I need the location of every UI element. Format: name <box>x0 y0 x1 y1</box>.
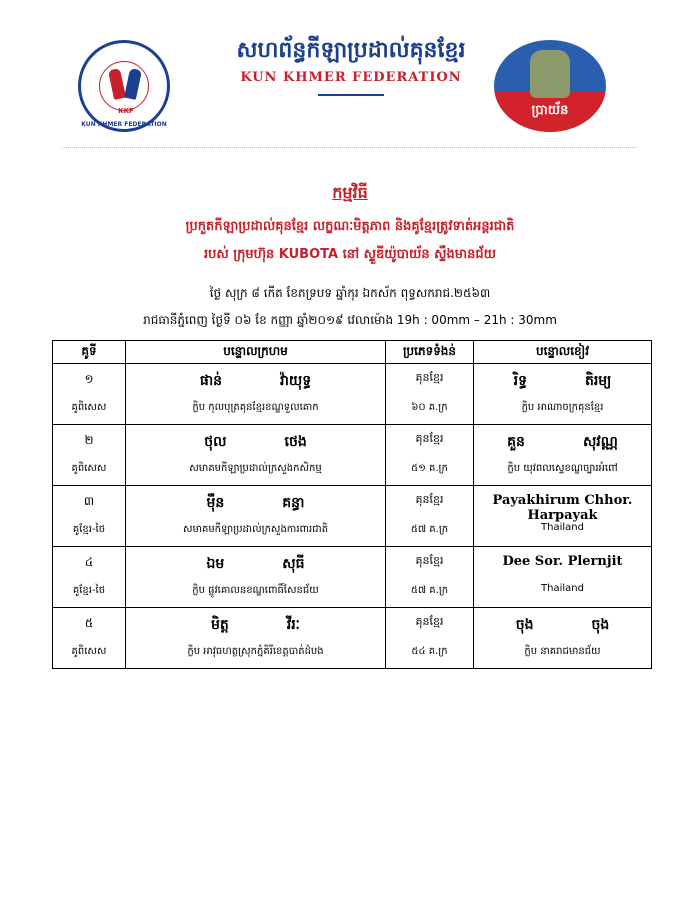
org-name-khmer: សហព័ន្ធកីឡាប្រដាល់គុនខ្មែរ <box>236 37 466 63</box>
bayon-face-icon <box>530 50 570 98</box>
weight-class: ៥៧ គ.ក្រ <box>410 585 449 596</box>
venue-date-time: រាជធានីភ្នំពេញ ថ្ងៃទី ០៦ ខែ កញ្ញា ឆ្នាំ២០១៩ វេលាម៉ោង 19h : 00mm – 21h : 30mm <box>143 313 557 327</box>
bout-number: ៥ <box>84 616 94 630</box>
table-row <box>53 608 652 669</box>
bout-type: គូពិសេស <box>71 402 107 413</box>
header-weight-class: ប្រភេទទំងន់ <box>386 341 474 364</box>
fight-style: គុនខ្មែរ <box>415 432 444 445</box>
red-club: សមាគមកីឡាប្រដាល់ក្រសួងកសិកម្ម <box>189 463 322 474</box>
red-first-name: មិត្ត <box>211 617 229 633</box>
red-club: សមាគមកីឡាប្រដាល់ក្រសួងការពារជាតិ <box>182 524 329 535</box>
logo-ring-text: KUN KHMER FEDERATION <box>81 121 167 128</box>
header-red-corner: បន្ទោលក្រហម <box>126 341 386 364</box>
fight-style: គុនខ្មែរ <box>415 493 444 506</box>
bout-number: ២ <box>84 433 94 447</box>
lunar-date: ថ្ងៃ សុក្រ ៨ កើត ខែភទ្របទ ឆ្នាំកុរ ឯកស័ក ពុទ្ធសករាជ.២៥៦៣ <box>209 286 491 300</box>
logo-abbr: KKF <box>118 107 134 115</box>
table-row <box>53 547 652 608</box>
weight-class: ៦០ គ.ក្រ <box>411 402 448 413</box>
red-first-name: ផាន់ <box>199 373 223 389</box>
bout-type: គូពិសេស <box>71 463 107 474</box>
blue-country: Thailand <box>541 522 584 533</box>
red-club: ក្លិប កុលបុត្រគុនខ្មែរខណ្ឌទួលគោក <box>192 402 319 413</box>
table-row <box>53 364 652 425</box>
bayon-logo <box>494 40 606 132</box>
weight-class: ៥៤ គ.ក្រ <box>411 646 448 657</box>
blue-club: ក្លិប នាគរាជមានជ័យ <box>524 646 601 657</box>
ornament-divider <box>318 94 384 96</box>
blue-last-name: ចុង <box>591 617 610 633</box>
blue-club: ក្លិប អាណាចក្រគុនខ្មែរ <box>521 402 604 413</box>
kkf-logo <box>78 40 170 132</box>
red-first-name: ថុល <box>204 434 227 450</box>
header-blue-corner: បន្ទោលខៀវ <box>474 341 652 364</box>
red-first-name: ម៉ឺន <box>206 495 225 511</box>
org-name-english: KUN KHMER FEDERATION <box>240 70 462 85</box>
document-title: កម្មវិធី <box>332 183 368 202</box>
blue-country: Thailand <box>541 583 584 594</box>
bout-number: ៣ <box>83 494 95 508</box>
table-header-row <box>53 341 652 364</box>
blue-last-name: តិរម្យ <box>584 373 612 389</box>
table-row <box>53 425 652 486</box>
blue-fighter-name: Dee Sor. Plernjit <box>502 554 623 569</box>
header-divider <box>62 147 637 148</box>
fight-style: គុនខ្មែរ <box>415 554 444 567</box>
weight-class: ៥៧ គ.ក្រ <box>410 524 449 535</box>
red-last-name: ថេង <box>284 434 307 450</box>
bout-type: គូខ្មែរ-ថៃ <box>72 524 106 535</box>
blue-first-name: ចុង <box>515 617 534 633</box>
bout-type: គូពិសេស <box>71 646 107 657</box>
blue-club: ក្លិប យុវពលស្ទេខណ្ឌច្បារអំពៅ <box>507 463 618 474</box>
logo-inner-ring <box>99 61 149 111</box>
blue-fighter-name: Payakhirum Chhor. Harpayak <box>492 493 633 523</box>
event-subtitle-2: របស់ ក្រុមហ៊ុន KUBOTA នៅ ស្ទួឌីយ៉ូបាយ័ន ស្ទឹងមានជ័យ <box>203 247 497 262</box>
bout-type: គូខ្មែរ-ថៃ <box>72 585 106 596</box>
bout-number: ១ <box>84 372 94 386</box>
fight-style: គុនខ្មែរ <box>415 371 444 384</box>
red-last-name: គន្ធា <box>282 495 305 511</box>
fight-style: គុនខ្មែរ <box>415 615 444 628</box>
bayon-logo-text: ប្រាយ័ន <box>531 103 569 118</box>
red-first-name: ឯម <box>206 556 225 572</box>
bout-number: ៤ <box>84 555 94 569</box>
blue-last-name: សុវណ្ណ <box>582 434 618 450</box>
blue-first-name: រិទ្ធ <box>513 373 527 389</box>
event-subtitle-1: ប្រកួតកីឡាប្រដាល់គុនខ្មែរ លក្ខណៈមិត្តភាព និងគូខ្មែរត្រូវទាត់អន្តរជាតិ <box>185 219 515 234</box>
weight-class: ៥១ គ.ក្រ <box>411 463 448 474</box>
bout-table <box>52 340 652 669</box>
table-row <box>53 486 652 547</box>
red-club: ក្លិប អាវុធហត្ថស្រុកភ្នំគិរីខេត្តបាត់ដំបង <box>187 646 324 657</box>
red-club: ក្លិប ផ្លូវគោលនខណ្ឌពោធិ៍សែនជ័យ <box>192 585 319 596</box>
red-last-name: វីរៈ <box>286 617 300 633</box>
blue-first-name: គួន <box>507 434 525 450</box>
header-bout-no: គូទី <box>53 341 126 364</box>
red-last-name: សុធី <box>282 556 305 572</box>
red-last-name: វ៉ាយុទ្ធ <box>280 373 312 389</box>
